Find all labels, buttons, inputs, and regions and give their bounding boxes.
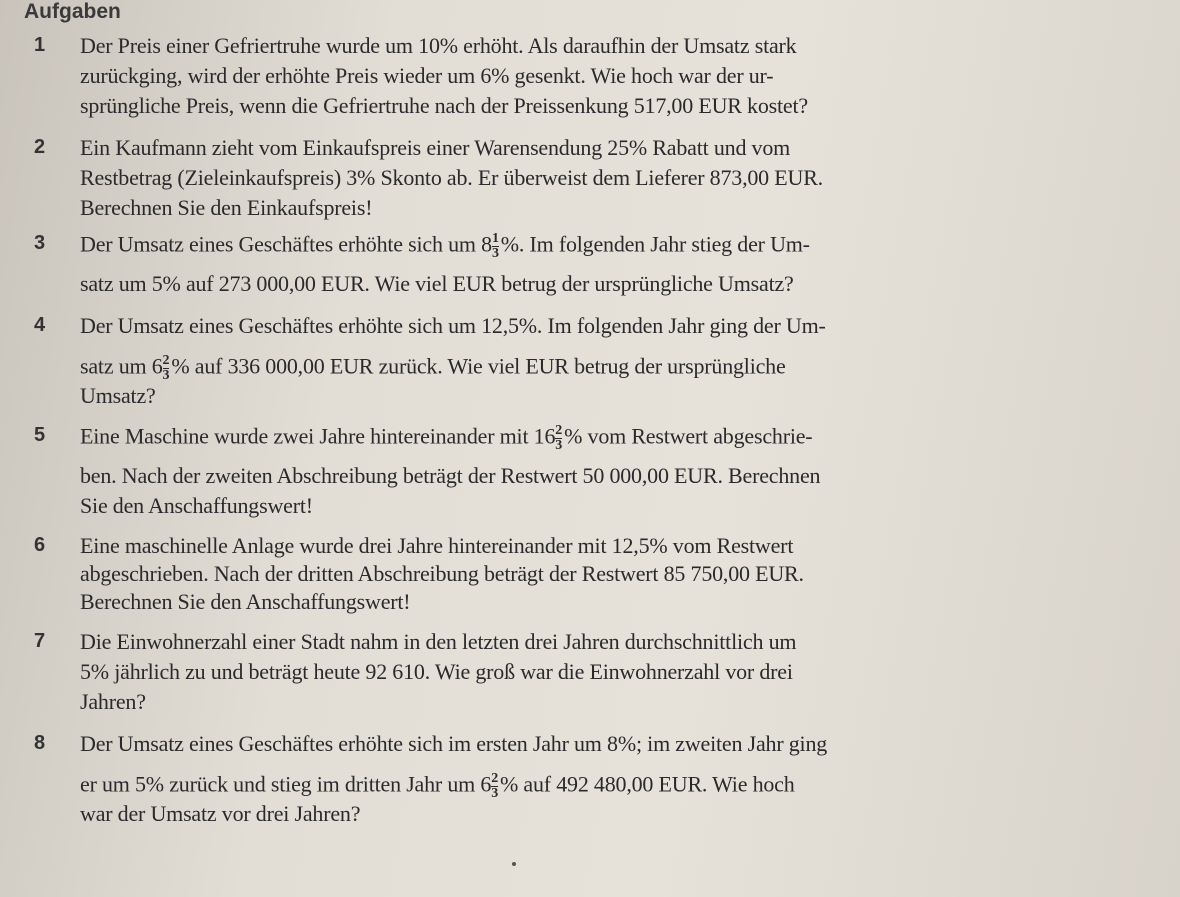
fraction-denominator: 3 (491, 246, 499, 261)
fraction-denominator: 3 (555, 438, 563, 453)
task-text-line: Berechnen Sie den Einkaufspreis! (80, 195, 373, 220)
task-number: 7 (34, 630, 46, 652)
task-number: 8 (34, 732, 46, 754)
task-number: 2 (34, 136, 46, 158)
text-part: Eine Maschine wurde zwei Jahre hintereinander mit (80, 423, 529, 449)
task-number: 1 (34, 34, 46, 56)
task-text-line: ben. Nach der zweiten Abschreibung beträgt der Restwert 50 000,00 EUR. Berechnen (80, 463, 821, 488)
task-text-line: Der Preis einer Gefriertruhe wurde um 10% erhöht. Als daraufhin der Umsatz stark (80, 33, 797, 58)
task-text-line: Der Umsatz eines Geschäftes erhöhte sich um 12,5%. Im folgenden Jahr ging der Um- (80, 313, 826, 338)
task-text-line: Umsatz? (80, 383, 156, 408)
task-text-line: Die Einwohnerzahl einer Stadt nahm in den letzten drei Jahren durchschnittlich um (80, 629, 797, 654)
fraction-numerator: 2 (162, 353, 170, 368)
fraction-denominator: 3 (491, 786, 498, 801)
task-text-line: Sie den Anschaffungswert! (80, 493, 313, 518)
fraction (492, 232, 499, 261)
text-part: satz um (80, 353, 147, 379)
text-part: %. Im folgenden Jahr stieg der Um- (500, 231, 810, 257)
task-text-line: zurückging, wird der erhöhte Preis wieder um 6% gesenkt. Wie hoch war der ur- (80, 63, 774, 88)
fraction (555, 424, 562, 453)
fraction-numerator: 2 (555, 423, 563, 438)
task-number: 6 (34, 534, 46, 556)
task-text-line: Ein Kaufmann zieht vom Einkaufspreis einer Warensendung 25% Rabatt und vom (80, 135, 791, 160)
fraction (163, 354, 170, 383)
task-text-line (80, 354, 940, 383)
task-text-line: sprüngliche Preis, wenn die Gefriertruhe nach der Preissenkung 517,00 EUR kostet? (80, 93, 808, 118)
task-text-line: war der Umsatz vor drei Jahren? (80, 801, 361, 826)
mixed-number-whole: 6 (151, 353, 163, 379)
mixed-number-whole: 16 (533, 423, 556, 449)
task-number: 4 (34, 314, 46, 336)
text-part: Der Umsatz eines Geschäftes erhöhte sich um (80, 231, 476, 257)
task-text-line (80, 232, 940, 261)
mixed-number-whole: 8 (481, 231, 492, 257)
task-text-line: satz um 5% auf 273 000,00 EUR. Wie viel EUR betrug der ursprüngliche Umsatz? (80, 271, 794, 296)
task-number: 3 (34, 232, 46, 254)
fraction-numerator: 2 (491, 771, 498, 786)
task-text-line: Eine maschinelle Anlage wurde drei Jahre hintereinander mit 12,5% vom Restwert (80, 533, 794, 558)
task-number: 5 (34, 424, 46, 446)
text-part: % vom Restwert abgeschrie- (564, 423, 813, 449)
text-part: % auf 336 000,00 EUR zurück. Wie viel EUR betrug der ursprüngliche (171, 353, 786, 379)
fraction-numerator: 1 (491, 231, 499, 246)
task-text-line: Berechnen Sie den Anschaffungswert! (80, 589, 411, 614)
mixed-number-whole: 6 (480, 771, 492, 797)
fraction (491, 772, 498, 801)
text-part: % auf 492 480,00 EUR. Wie hoch (500, 771, 795, 797)
task-text-line (80, 424, 940, 453)
task-text-line: Jahren? (80, 689, 146, 714)
worksheet-heading: Aufgaben (24, 0, 121, 23)
paper-speck (512, 862, 516, 866)
task-text-line (80, 772, 940, 801)
task-text-line: Der Umsatz eines Geschäftes erhöhte sich im ersten Jahr um 8%; im zweiten Jahr ging (80, 731, 828, 756)
text-part: er um 5% zurück und stieg im dritten Jahr um (80, 771, 476, 797)
task-text-line: 5% jährlich zu und beträgt heute 92 610. Wie groß war die Einwohnerzahl vor drei (80, 659, 793, 684)
fraction-denominator: 3 (162, 368, 170, 383)
task-text-line: abgeschrieben. Nach der dritten Abschreibung beträgt der Restwert 85 750,00 EUR. (80, 561, 804, 586)
task-text-line: Restbetrag (Zieleinkaufspreis) 3% Skonto ab. Er überweist dem Lieferer 873,00 EUR. (80, 165, 823, 190)
